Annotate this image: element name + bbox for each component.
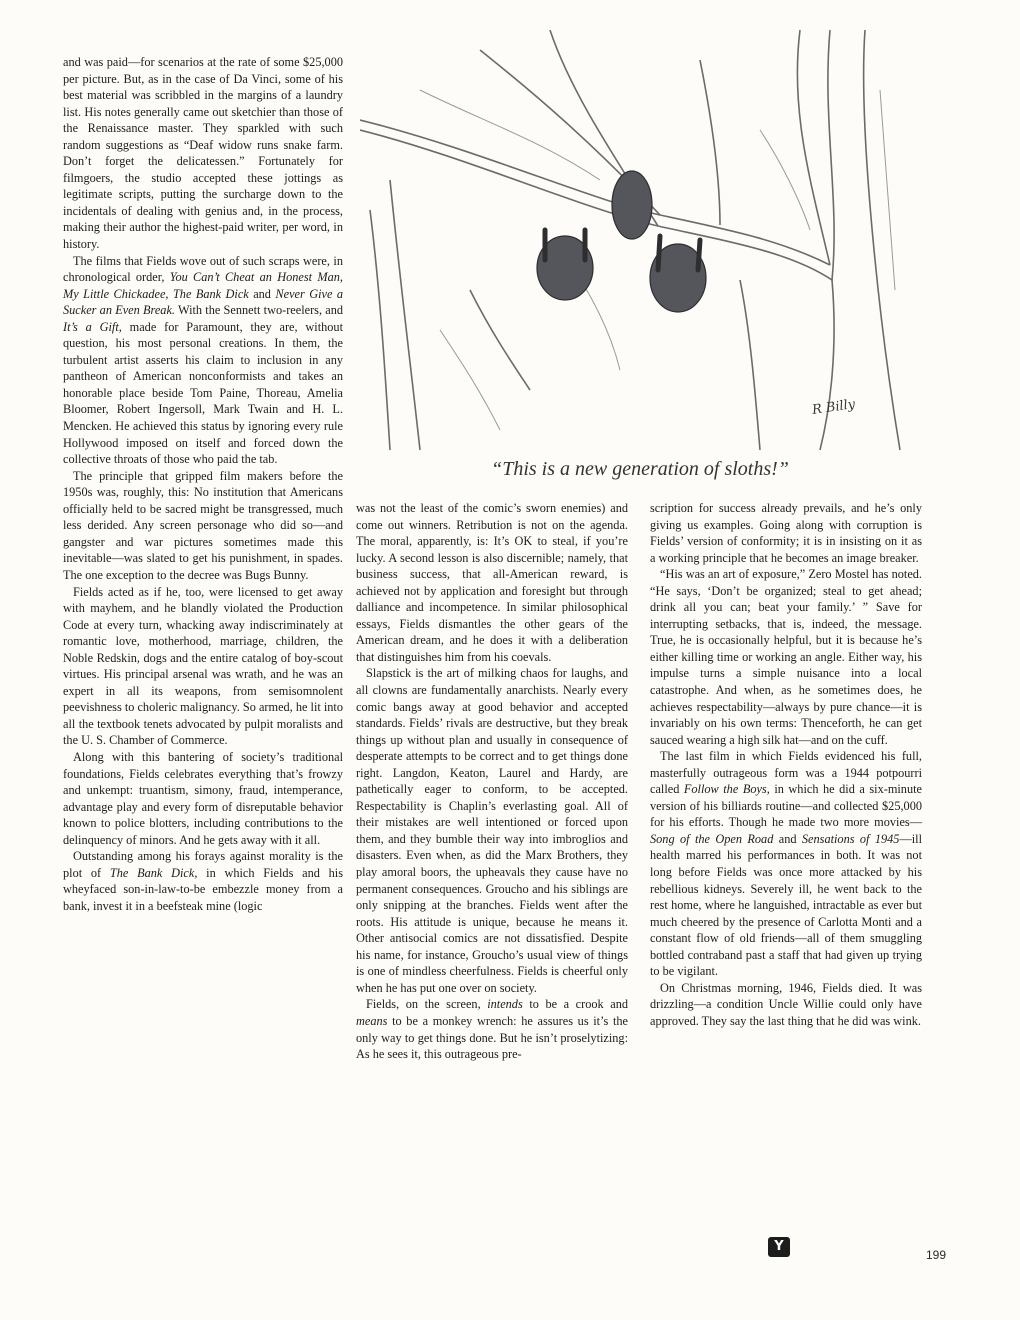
text-run: and was paid—for scenarios at the rate of some $25,000 per picture. But, as in the case of Da Vinci, some of his best material was scribbled in the margins of a laundry list. His notes generally came out sketchier than those of the Renaissance master. They sparkled with such random suggestions as “Deaf widow runs snake farm. Don’t forget the delicatessen.” Fortunately for filmgoers, the studio accepted these jottings as legitimate scripts, putting the surcharge down to the incidentals of dealing with genius and, in the process, making their author the highest-paid writer, per word, in history. [63,55,343,252]
text-run: Fields acted as if he, too, were licensed to get away with mayhem, and he blandly violated the Production Code at every turn, whacking away indiscriminately at romantic love, motherhood, marriage, children, the Noble Redskin, dogs and the entire catalog of boy-scout virtues. His principal arsenal was wrath, and he was an expert in all its weapons, from semisomnolent peevishness to choleric malignancy. So armed, he lit into all the textbook tenets advocated by pulpit moralists and the U. S. Chamber of Commerce. [63,584,343,748]
text-run: Fields, on the screen, [366,997,488,1012]
text-run: “His was an art of exposure,” Zero Mostel has noted. “He says, ‘Don’t be organized; steal to get ahead; drink all you can; beat your family.’ ” Save for interrupting setbacks, that is, indeed, the message. True, he is occasionally helpful, but it is because he’s either killing time or working an angle. Either way, his impulse turns a simple nuisance into a local catastrophe. And when, as he sometimes does, he achieves respectability—always by pure chance—it is invariably on his own terms: Thenceforth, he can get sauced wearing a high silk hat—and on the cuff. [650,567,922,747]
article-paragraph [356,665,628,996]
text-run: —ill health marred his performances in both. It was not long before Fields was once more attacked by his rebellious kidneys. Severely ill, he went back to the rest home, where he languished, intractable as ever but much cheered by the presence of Carlotta Monti and a constant flow of old friends—all of them smuggling bottled contraband past a staff that had given up trying to be vigilant. [650,831,923,979]
text-run: Outstanding among his forays against morality is the plot of [63,849,343,880]
text-run: Along with this bantering of society’s traditional foundations, Fields celebrates everything that’s frowzy and unkempt: truantism, simony, fraud, intemperance, advantage play and every form of disreputable behavior known to police blotters, including contributions to the delinquency of minors. And he gets away with it all. [63,749,343,847]
end-mark-logo-icon: Y [768,1237,790,1257]
article-paragraph [63,54,343,253]
article-paragraph [650,566,922,748]
text-run: in which Fields and his wheyfaced son-in-law-to-be embezzle money from a bank, invest it in a beefsteak mine (logic [63,865,343,913]
article-paragraph [63,253,343,468]
article-paragraph [356,500,628,665]
sloth-cartoon-illustration [360,30,920,450]
italic-title: Follow the Boys, [683,782,770,797]
article-paragraph [650,980,922,1030]
text-run: The last film in which Fields evidenced his full, masterfully outrageous form was a 1944 potpourri called [650,749,922,797]
italic-title: Song of the Open Road [650,831,774,846]
text-run: With the Sennett two-reelers, and [174,303,344,318]
italic-title: It’s a Gift, [63,319,122,334]
article-paragraph [650,748,922,980]
text-run: Slapstick is the art of milking chaos for laughs, and all clowns are fundamentally anarchists. Nearly every comic bangs away at good behavior and accepted standards. Fields’ rivals are destructive, but they break things up without plan and usually in consequence of desperate attempts to be correct and to get things done right. Langdon, Keaton, Laurel and Hardy, are pathetically eager to conform, to be accepted. Respectability is Chaplin’s everlasting goal. All of their mistakes are well intentioned or forced upon them, and they bumble their way into imbroglios and disasters. Even when, as did the Marx Brothers, they play amoral boors, the upheavals they cause have no permanent consequences. Groucho and his siblings are only snipping at the branches. Fields went after the roots. His attitude is unique, because he means it. Other antisocial comics are not dissatisfied. Despite his name, for instance, Groucho’s usual view of things is one of mindless cheerfulness. Fields is cheerful only when he has put one over on society. [356,666,628,995]
cartoon-caption: “This is a new generation of sloths!” [491,458,789,480]
article-paragraph [650,500,922,566]
text-run: to be a crook and [522,997,628,1012]
article-paragraph [63,749,343,848]
article-paragraph [356,996,628,1062]
article-paragraph [63,848,343,914]
text-run: was not the least of the comic’s sworn enemies) and come out winners. Retribution is not on the agenda. The moral, apparently, is: It’s OK to steal, if you’re lucky. A second lesson is also discernible; namely, that business success, that all-American reward, is achieved not by application and foresight but through dalliance and incompetence. In similar philosophical essays, Fields dismantles the other gears of the American dream, and he does it with a deliberation that distinguishes him from his coevals. [356,501,628,664]
text-run: The principle that gripped film makers before the 1950s was, roughly, this: No institution that Americans officially held to be sacred might be transgressed, much less derided. Any screen personage who did so—and gangster and war pictures sometimes made this inevitable—was slated to get his punishment, in spades. The one exception to the decree was Bugs Bunny. [63,468,343,582]
italic-title: Sensations of 1945 [801,831,900,846]
article-column-2 [356,500,628,1063]
text-run: scription for success already prevails, and he’s only giving us examples. Going along with corruption is Fields’ version of conformity; it is in insisting on it as a working principle that he becomes an image breaker. [650,501,922,565]
article-paragraph [63,584,343,749]
article-column-1 [63,54,343,914]
text-run: made for Paramount, they are, without question, his most personal creations. In them, the turbulent artist asserts his claim to inclusion in any pantheon of American nonconformists and takes an honorable place beside Tom Paine, Thoreau, Amelia Bloomer, Robert Ingersoll, Mark Twain and H. L. Mencken. He achieved this status by ignoring every rule Hollywood imposed on itself and forced down the collective throats of those who paid the tab. [63,319,343,467]
text-run: The films that Fields wove out of such scraps were, in chronological order, [63,253,343,285]
text-run: in which he did a six-minute version of his billiards routine—and collected $25,000 for his efforts. Though he made two more movies— [650,782,922,830]
italic-title: intends [487,997,523,1012]
italic-title: means [356,1013,388,1028]
italic-title: The Bank Dick, [109,865,198,880]
artist-signature: R Billy [811,397,857,418]
text-run: and [773,831,802,846]
text-run: On Christmas morning, 1946, Fields died. It was drizzling—a condition Uncle Willie could only have approved. They say the last thing that he did was wink. [650,980,922,1028]
italic-title: You Can’t Cheat an Honest Man, My Little Chickadee, The Bank Dick [63,270,343,301]
text-run: to be a monkey wrench: he assures us it’s the only way to get things done. But he isn’t proselytizing: As he sees it, this outrageous pre- [356,1013,628,1062]
italic-title: Never Give a Sucker an Even Break. [63,286,344,318]
page-number: 199 [926,1248,947,1262]
article-paragraph [63,468,343,584]
article-column-3 [650,500,922,1030]
text-run: and [248,286,276,301]
